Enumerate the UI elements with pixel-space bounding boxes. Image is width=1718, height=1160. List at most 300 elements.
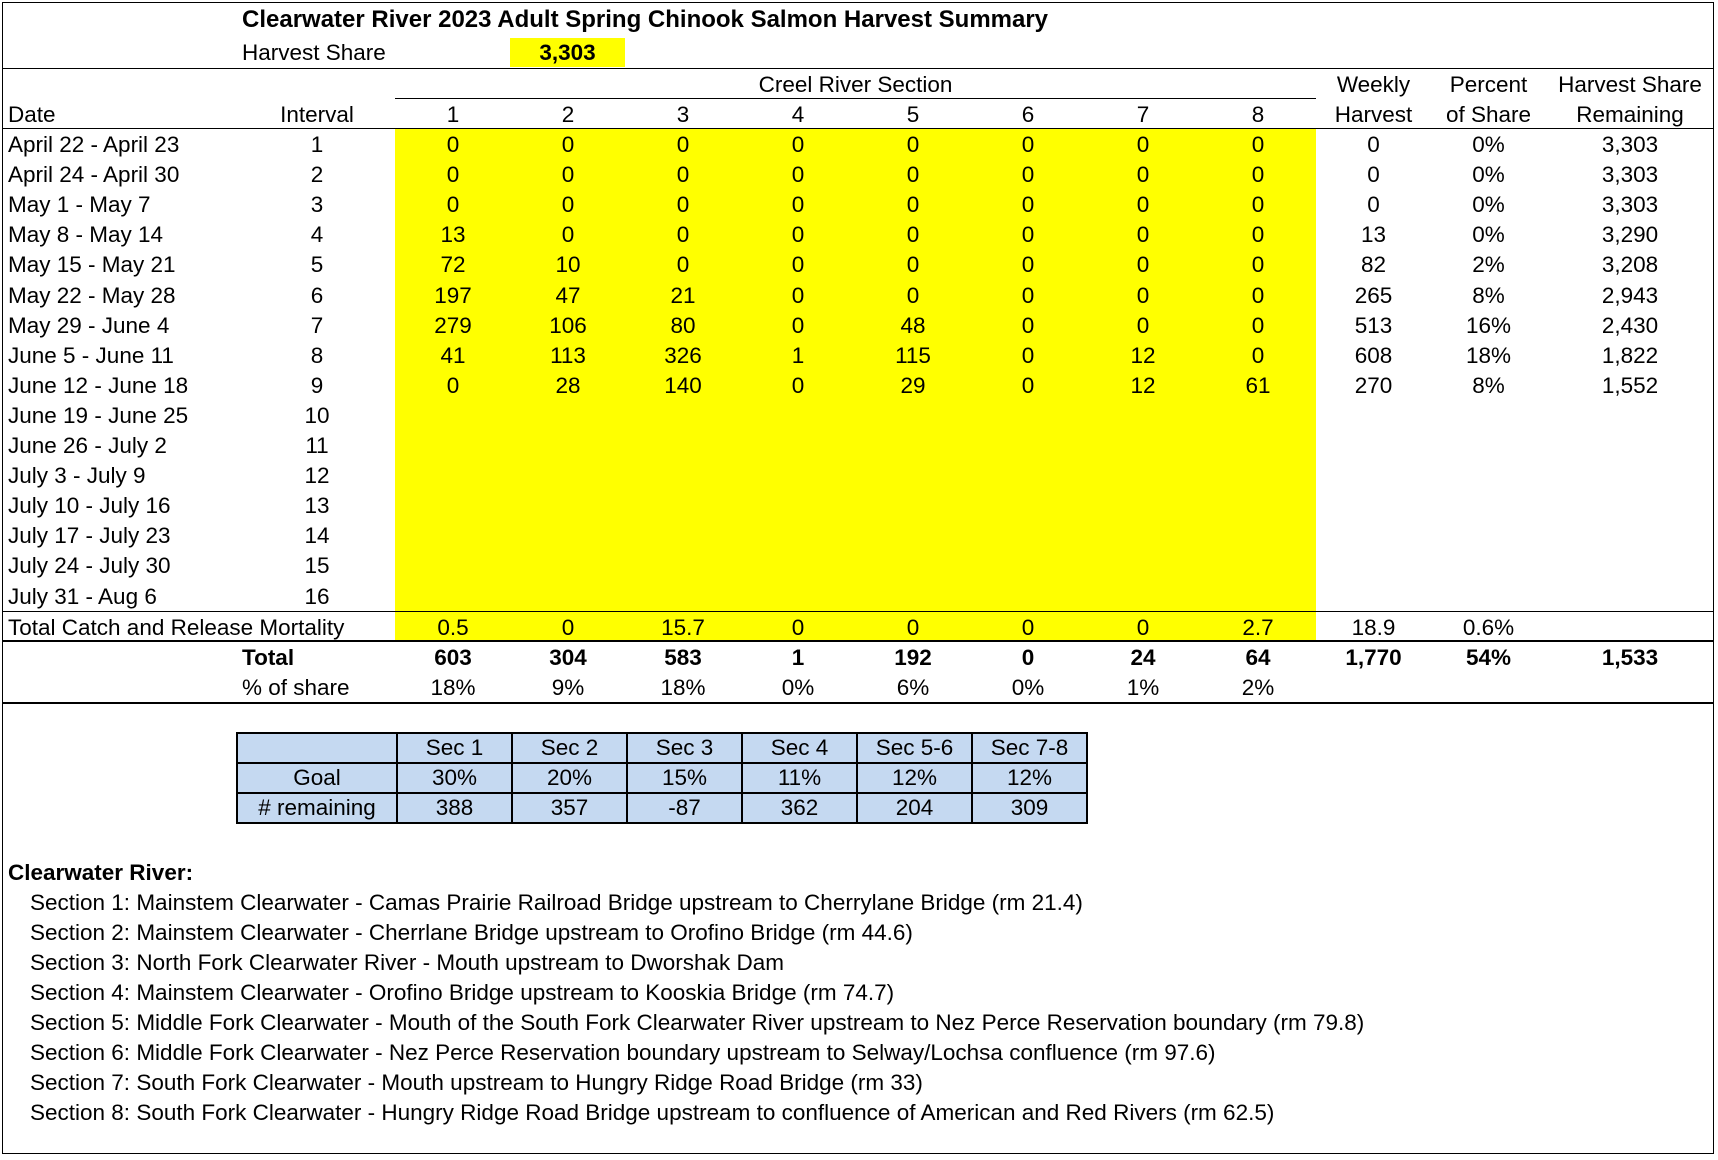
row-section-value: 0 [1021, 252, 1035, 277]
divider-goal [2, 702, 1714, 704]
legend-item: Section 1: Mainstem Clearwater - Camas Prairie Railroad Bridge upstream to Cherrylane Bridge (rm 21.4) [30, 890, 1083, 915]
row-section-value [626, 461, 741, 491]
goal-col-header: Sec 2 [512, 733, 627, 763]
row-interval: 3 [310, 192, 324, 217]
pct-share-value: 0% [1011, 675, 1045, 700]
pct-share-value: 18% [660, 675, 706, 700]
row-section-value [741, 521, 856, 551]
row-section-value: 28 [555, 373, 581, 398]
row-section-value: 0 [906, 132, 920, 157]
row-weekly-harvest: 608 [1354, 343, 1393, 368]
row-section-value [511, 461, 626, 491]
row-percent-share: 0% [1472, 192, 1505, 217]
row-section-value [1086, 401, 1201, 431]
row-percent-share [1431, 461, 1546, 491]
legend-item: Section 6: Middle Fork Clearwater - Nez Perce Reservation boundary upstream to Selway/Lochsa confluence (rm 97.6) [30, 1040, 1216, 1065]
row-section-value: 0 [1021, 162, 1035, 187]
row-date: May 8 - May 14 [8, 222, 164, 247]
row-section-value: 0 [791, 222, 805, 247]
row-section-value [626, 401, 741, 431]
total-value: 583 [664, 645, 702, 670]
row-section-value [511, 401, 626, 431]
row-share-remaining [1546, 551, 1714, 581]
row-section-value [626, 582, 741, 612]
legend-item: Section 4: Mainstem Clearwater - Orofino Bridge upstream to Kooskia Bridge (rm 74.7) [30, 980, 895, 1005]
interval-header: Interval [280, 102, 354, 127]
row-interval: 10 [304, 403, 330, 428]
row-section-value: 0 [1136, 283, 1150, 308]
row-section-value [741, 461, 856, 491]
row-section-value [396, 521, 511, 551]
weekly-header-1: Weekly [1336, 72, 1411, 97]
row-section-value [1201, 491, 1316, 521]
row-percent-share: 0% [1472, 132, 1505, 157]
row-date: May 15 - May 21 [8, 252, 176, 277]
row-interval: 7 [310, 313, 324, 338]
row-section-value: 0 [446, 162, 460, 187]
row-section-value: 197 [434, 283, 472, 308]
row-section-value: 0 [446, 192, 460, 217]
row-section-value: 72 [440, 252, 466, 277]
total-value: 1 [791, 645, 805, 670]
row-section-value: 0 [1136, 162, 1150, 187]
row-section-value [1201, 582, 1316, 612]
row-weekly-harvest: 82 [1360, 252, 1387, 277]
row-section-value [971, 551, 1086, 581]
row-section-value [626, 431, 741, 461]
row-section-value [511, 551, 626, 581]
row-date: July 17 - July 23 [8, 523, 171, 548]
row-share-remaining: 3,303 [1601, 162, 1659, 187]
row-date: June 12 - June 18 [8, 373, 189, 398]
divider-title [2, 68, 1714, 69]
row-section-value [741, 551, 856, 581]
section-header-8: 8 [1251, 102, 1265, 127]
creel-header-underline [395, 98, 1316, 99]
row-section-value: 0 [1021, 343, 1035, 368]
mortality-value: 0 [906, 615, 920, 640]
row-section-value: 0 [676, 222, 690, 247]
row-section-value: 0 [1136, 313, 1150, 338]
row-percent-share [1431, 551, 1546, 581]
row-interval: 8 [310, 343, 324, 368]
legend-item: Section 2: Mainstem Clearwater - Cherrlane Bridge upstream to Orofino Bridge (rm 44.6) [30, 920, 913, 945]
remaining-label: # remaining [237, 793, 397, 823]
goal-cell: 15% [627, 763, 742, 793]
row-date: May 1 - May 7 [8, 192, 151, 217]
harvest-share-value: 3,303 [510, 38, 625, 67]
row-section-value: 0 [1136, 252, 1150, 277]
row-percent-share: 8% [1472, 373, 1505, 398]
row-section-value: 0 [561, 162, 575, 187]
row-section-value [856, 431, 971, 461]
row-section-value [856, 521, 971, 551]
row-weekly-harvest: 265 [1354, 283, 1393, 308]
row-share-remaining: 3,303 [1601, 132, 1659, 157]
row-weekly-harvest [1316, 461, 1431, 491]
row-date: June 19 - June 25 [8, 403, 189, 428]
row-section-value [1201, 401, 1316, 431]
row-share-remaining [1546, 521, 1714, 551]
row-section-value [396, 491, 511, 521]
row-date: May 22 - May 28 [8, 283, 176, 308]
row-section-value [626, 521, 741, 551]
row-weekly-harvest: 0 [1367, 192, 1380, 217]
row-section-value [396, 401, 511, 431]
goal-col-header: Sec 7-8 [972, 733, 1087, 763]
mortality-weekly: 18.9 [1351, 615, 1396, 640]
row-section-value: 0 [1021, 132, 1035, 157]
row-section-value [1201, 551, 1316, 581]
row-weekly-harvest [1316, 431, 1431, 461]
row-percent-share: 18% [1465, 343, 1512, 368]
harvest-share-label: Harvest Share [242, 40, 386, 65]
row-percent-share [1431, 582, 1546, 612]
mortality-value: 0 [1136, 615, 1150, 640]
row-section-value [396, 431, 511, 461]
total-value: 24 [1130, 645, 1156, 670]
goal-row [237, 763, 1087, 793]
row-section-value: 0 [906, 162, 920, 187]
row-section-value [971, 491, 1086, 521]
row-section-value: 0 [1021, 222, 1035, 247]
row-section-value [396, 551, 511, 581]
row-section-value: 0 [1136, 222, 1150, 247]
row-section-value: 0 [791, 192, 805, 217]
mortality-percent: 0.6% [1462, 615, 1515, 640]
divider-mortality [2, 611, 1714, 612]
row-section-value: 13 [440, 222, 466, 247]
row-share-remaining [1546, 491, 1714, 521]
row-section-value [1086, 461, 1201, 491]
row-weekly-harvest: 13 [1360, 222, 1387, 247]
remaining-cell: 362 [742, 793, 857, 823]
row-section-value: 140 [664, 373, 702, 398]
row-section-value [971, 401, 1086, 431]
legend-heading: Clearwater River: [8, 860, 194, 885]
goal-col-header: Sec 4 [742, 733, 857, 763]
row-section-value: 41 [440, 343, 466, 368]
row-section-value: 0 [1136, 132, 1150, 157]
section-header-6: 6 [1021, 102, 1035, 127]
row-section-value: 1 [791, 343, 805, 368]
row-share-remaining: 1,552 [1601, 373, 1659, 398]
row-section-value [396, 461, 511, 491]
row-section-value: 80 [670, 313, 696, 338]
row-percent-share: 8% [1472, 283, 1505, 308]
goal-cell: 12% [972, 763, 1087, 793]
mortality-value: 0 [791, 615, 805, 640]
mortality-value: 2.7 [1242, 615, 1274, 640]
row-section-value: 115 [895, 343, 931, 368]
row-interval: 2 [310, 162, 324, 187]
row-section-value [1086, 491, 1201, 521]
remaining-cell: 309 [972, 793, 1087, 823]
row-percent-share [1431, 401, 1546, 431]
row-section-value: 0 [1251, 283, 1265, 308]
mortality-value: 0 [1021, 615, 1035, 640]
row-section-value [971, 431, 1086, 461]
row-section-value: 0 [1251, 343, 1265, 368]
row-section-value: 0 [561, 192, 575, 217]
row-section-value: 12 [1130, 343, 1156, 368]
row-percent-share: 0% [1472, 222, 1505, 247]
row-section-value: 0 [906, 283, 920, 308]
goal-col-header: Sec 1 [397, 733, 512, 763]
goal-cell: 30% [397, 763, 512, 793]
row-section-value: 0 [1021, 192, 1035, 217]
row-date: May 29 - June 4 [8, 313, 170, 338]
row-section-value [511, 582, 626, 612]
row-section-value: 0 [1251, 162, 1265, 187]
row-section-value: 0 [1251, 313, 1265, 338]
row-section-value [1086, 551, 1201, 581]
row-weekly-harvest: 0 [1367, 132, 1380, 157]
goal-cell: 12% [857, 763, 972, 793]
row-date: July 3 - July 9 [8, 463, 146, 488]
row-weekly-harvest: 270 [1354, 373, 1393, 398]
row-section-value: 0 [446, 373, 460, 398]
row-date: July 24 - July 30 [8, 553, 171, 578]
row-section-value: 326 [664, 343, 702, 368]
total-value: 603 [434, 645, 472, 670]
row-section-value [511, 521, 626, 551]
row-share-remaining: 3,303 [1601, 192, 1659, 217]
page-title: Clearwater River 2023 Adult Spring Chinook Salmon Harvest Summary [242, 6, 1049, 33]
row-interval: 5 [310, 252, 324, 277]
row-section-value [626, 551, 741, 581]
row-section-value [971, 582, 1086, 612]
row-section-value: 21 [670, 283, 696, 308]
row-section-value [1086, 431, 1201, 461]
row-section-value: 279 [434, 313, 472, 338]
row-interval: 12 [304, 463, 330, 488]
row-section-value [856, 551, 971, 581]
row-section-value: 0 [446, 132, 460, 157]
row-section-value [856, 491, 971, 521]
goal-label: Goal [237, 763, 397, 793]
legend-item: Section 7: South Fork Clearwater - Mouth upstream to Hungry Ridge Road Bridge (rm 33) [30, 1070, 923, 1095]
row-section-value: 0 [1136, 192, 1150, 217]
remaining-cell: 204 [857, 793, 972, 823]
row-weekly-harvest: 0 [1367, 162, 1380, 187]
remaining-cell: 388 [397, 793, 512, 823]
remaining-header-1: Harvest Share [1558, 72, 1702, 97]
row-section-value: 0 [1251, 192, 1265, 217]
row-section-value: 0 [1251, 222, 1265, 247]
row-section-value [1201, 521, 1316, 551]
row-date: April 24 - April 30 [8, 162, 180, 187]
pct-share-value: 6% [896, 675, 930, 700]
row-section-value: 0 [791, 283, 805, 308]
weekly-header-2: Harvest [1334, 102, 1413, 127]
row-section-value [626, 491, 741, 521]
legend-item: Section 8: South Fork Clearwater - Hungry Ridge Road Bridge upstream to confluence of American and Red Rivers (rm 62.5) [30, 1100, 1275, 1125]
mortality-value: 15.7 [661, 615, 705, 640]
row-section-value: 0 [906, 192, 920, 217]
row-section-value [971, 461, 1086, 491]
row-interval: 9 [310, 373, 324, 398]
row-interval: 6 [310, 283, 324, 308]
row-section-value: 0 [906, 252, 920, 277]
row-section-value: 0 [676, 192, 690, 217]
row-section-value [741, 431, 856, 461]
row-section-value: 61 [1245, 373, 1271, 398]
row-section-value: 12 [1130, 373, 1156, 398]
row-date: July 31 - Aug 6 [8, 584, 157, 609]
row-share-remaining: 3,290 [1601, 222, 1659, 247]
mortality-value: 0.5 [437, 615, 469, 640]
creel-section-header: Creel River Section [758, 72, 953, 97]
row-section-value: 0 [791, 162, 805, 187]
row-weekly-harvest [1316, 491, 1431, 521]
row-section-value [856, 461, 971, 491]
row-section-value [741, 582, 856, 612]
row-section-value: 0 [1021, 283, 1035, 308]
row-interval: 4 [310, 222, 324, 247]
row-section-value [396, 582, 511, 612]
row-date: June 5 - June 11 [8, 343, 174, 368]
row-section-value [971, 521, 1086, 551]
remaining-cell: 357 [512, 793, 627, 823]
goal-cell: 11% [742, 763, 857, 793]
row-section-value: 10 [555, 252, 581, 277]
section-header-4: 4 [791, 102, 805, 127]
goal-table-header-row [237, 733, 1087, 763]
row-section-value [856, 401, 971, 431]
row-section-value [741, 401, 856, 431]
row-percent-share: 16% [1465, 313, 1512, 338]
row-interval: 13 [304, 493, 330, 518]
row-section-value: 0 [676, 252, 690, 277]
row-share-remaining [1546, 431, 1714, 461]
row-section-value: 0 [791, 313, 805, 338]
row-share-remaining [1546, 582, 1714, 612]
total-value: 304 [549, 645, 587, 670]
row-percent-share [1431, 491, 1546, 521]
date-header: Date [8, 102, 56, 127]
row-section-value [511, 431, 626, 461]
percent-header-2: of Share [1445, 102, 1532, 127]
row-section-value: 0 [1251, 252, 1265, 277]
row-interval: 14 [304, 523, 330, 548]
row-percent-share [1431, 431, 1546, 461]
row-section-value: 0 [791, 373, 805, 398]
row-share-remaining: 1,822 [1601, 343, 1659, 368]
row-section-value: 0 [1021, 313, 1035, 338]
row-weekly-harvest [1316, 551, 1431, 581]
percent-header-1: Percent [1449, 72, 1528, 97]
goal-col-header: Sec 3 [627, 733, 742, 763]
row-section-value: 47 [555, 283, 581, 308]
pct-share-value: 2% [1241, 675, 1275, 700]
pct-share-value: 18% [430, 675, 476, 700]
row-interval: 1 [310, 132, 324, 157]
row-share-remaining: 2,943 [1601, 283, 1659, 308]
goal-col-header: Sec 5-6 [857, 733, 972, 763]
divider-header [2, 128, 1714, 129]
row-weekly-harvest [1316, 521, 1431, 551]
total-value: 64 [1245, 645, 1271, 670]
legend-item: Section 5: Middle Fork Clearwater - Mouth of the South Fork Clearwater River upstream to Nez Perce Reservation boundary (rm 79.8) [30, 1010, 1365, 1035]
row-date: July 10 - July 16 [8, 493, 171, 518]
total-remaining: 1,533 [1601, 645, 1659, 670]
row-section-value: 0 [676, 132, 690, 157]
row-section-value [856, 582, 971, 612]
goal-table [236, 732, 1088, 824]
remaining-header-2: Remaining [1576, 102, 1684, 127]
row-section-value [1086, 582, 1201, 612]
row-section-value: 0 [1251, 132, 1265, 157]
row-percent-share [1431, 521, 1546, 551]
total-value: 0 [1021, 645, 1035, 670]
row-section-value [511, 491, 626, 521]
row-section-value [1201, 431, 1316, 461]
section-header-7: 7 [1136, 102, 1150, 127]
goal-cell: 20% [512, 763, 627, 793]
pct-share-label: % of share [242, 675, 350, 700]
row-section-value: 0 [561, 222, 575, 247]
pct-share-value: 0% [781, 675, 815, 700]
row-section-value [1201, 461, 1316, 491]
row-section-value: 29 [900, 373, 926, 398]
row-section-value: 0 [676, 162, 690, 187]
pct-share-value: 9% [551, 675, 585, 700]
pct-share-value: 1% [1126, 675, 1160, 700]
total-value: 192 [894, 645, 932, 670]
row-section-value: 106 [549, 313, 587, 338]
row-share-remaining: 3,208 [1601, 252, 1659, 277]
legend-item: Section 3: North Fork Clearwater River - Mouth upstream to Dworshak Dam [30, 950, 785, 975]
total-label: Total [242, 645, 295, 670]
row-section-value [1086, 521, 1201, 551]
remaining-row [237, 793, 1087, 823]
mortality-label: Total Catch and Release Mortality [8, 615, 345, 640]
mortality-value: 0 [561, 615, 575, 640]
row-weekly-harvest: 513 [1354, 313, 1393, 338]
section-header-5: 5 [906, 102, 920, 127]
row-section-value: 0 [561, 132, 575, 157]
row-interval: 11 [305, 433, 329, 458]
divider-total [2, 640, 1714, 642]
row-section-value: 48 [900, 313, 926, 338]
row-weekly-harvest [1316, 582, 1431, 612]
total-weekly: 1,770 [1345, 645, 1402, 670]
row-date: April 22 - April 23 [8, 132, 180, 157]
row-section-value: 0 [1021, 373, 1035, 398]
section-header-2: 2 [561, 102, 575, 127]
row-section-value: 113 [550, 343, 586, 368]
remaining-cell: -87 [627, 793, 742, 823]
row-date: June 26 - July 2 [8, 433, 167, 458]
row-section-value: 0 [791, 252, 805, 277]
total-percent: 54% [1465, 645, 1512, 670]
row-section-value: 0 [791, 132, 805, 157]
row-share-remaining: 2,430 [1601, 313, 1659, 338]
row-percent-share: 0% [1472, 162, 1505, 187]
row-interval: 16 [304, 584, 330, 609]
section-header-1: 1 [446, 102, 460, 127]
row-percent-share: 2% [1472, 252, 1505, 277]
row-section-value: 0 [906, 222, 920, 247]
row-share-remaining [1546, 401, 1714, 431]
goal-table-corner [237, 733, 397, 763]
row-weekly-harvest [1316, 401, 1431, 431]
section-header-3: 3 [676, 102, 690, 127]
row-share-remaining [1546, 461, 1714, 491]
row-interval: 15 [304, 553, 330, 578]
row-section-value [741, 491, 856, 521]
